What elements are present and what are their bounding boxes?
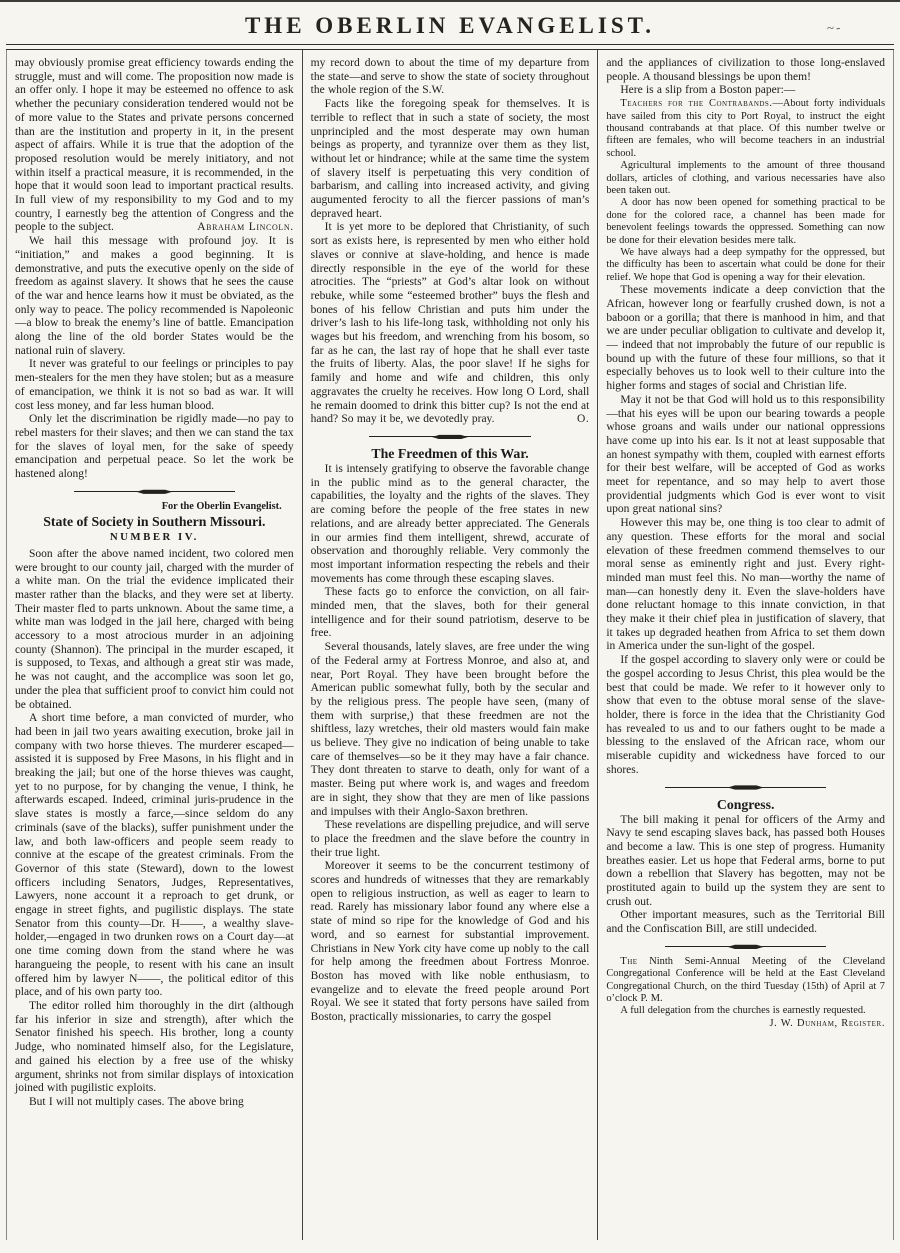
column-right <box>597 50 893 1240</box>
paragraph-editor-rolled: The editor rolled him thoroughly in the dirt (although far his inferior in size and strength), after which the Senator finished his speech. His brother, long a county Judge, who nominated himself also, for the Legislature, and gained his election by a free use of the whisky argument, shrinks not from similar displays of intoxication joined with pugilistic exploits. <box>15 1000 294 1095</box>
paragraph-door-opened: A door has now been opened for something practical to be done for the colored race, a channel has been made for benevolent feelings towards the oppressed. Something can now be done for their elevation besides mere talk. <box>606 197 886 246</box>
paragraph-not-multiply: But I will not multiply cases. The above bring <box>29 1095 244 1108</box>
column-center <box>302 50 598 1240</box>
paragraph-may-it-not: May it not be that God will hold us to this responsibility—that his eyes will be upon our bearing towards a people whose groans and wails under our national oppressions have come up into his ear. Is it not at least supposable that an honest sympathy with them, coupled with earnest efforts for their best welfare, will be accepted of God as works meet for repentance, and so may help to avert those providential judgments which God is ever wont to visit upon great national sins? <box>606 393 886 516</box>
paragraph-soon-after: Soon after the above named incident, two colored men were brought to our county jail, charged with the murder of a white man. On the trial the evidence implicated their master rather than the blacks, and they were set at liberty. Their master fled to parts unknown. About the same time, a white man was lodged in the jail here, charged with being accessory to a most atrocious murder in an adjoining county (Shannon). The principal in the murder escaped, it is supposed, to Texas, and although a great stir was made, he was not caught, and the accomplice was soon let go, under the plea that sufficient proof to convict him could not be obtained. <box>15 547 294 711</box>
article-number: NUMBER IV. <box>109 530 199 543</box>
paragraph-teachers-contrabands <box>606 98 885 160</box>
paragraph-hail-message: We hail this message with profound joy. It is “initiation,” and makes a good beginning. It is demonstrative, and puts the executive openly on the side of freedom as against slavery. It shows that he sees the cause of the war and hence learns how it must be obviated, as the only way to peace. The policy recommended is Napoleonic—a blow to break the enemy’s line of battle. Emancipation along the line of the old border States would be the national ruin of slavery. <box>15 235 294 357</box>
paragraph-short-time: A short time before, a man convicted of murder, who had been in jail two years awaiting execution, broke jail in company with two horse thieves. The murderer escaped—assisted it is supposed by Free Masons, in his flight and in breaking the jail; but one of the horse thieves was caught, yet to no purpose, for by changing the venue, I think, he afterwards escaped. Indeed, criminal juris-prudence in the slave states is mostly a farce,—since seldom do any criminals (save of the blacks), suffer punishment under the law, and both law-officers and people seem ready to connive at the escape of the greatest criminals. From the Governor of this state (Steward), down to the lowest officers including Senators, Judges, Representatives, Lawyers, none account it a reproach to get drunk, or engage in street fights, and pugilistic displays. The state Senator from this county—Dr. H——, a wealthy slave-holder,—engaged in two drunken rows on a Court day—at one time coming down from the stand where he was harangueing the people, to resent with his cane an insult offered him by lawyer N——, the political editor of this place, and of his own party too. <box>15 712 294 999</box>
notice-lead: The <box>620 955 638 967</box>
section-divider <box>369 433 531 441</box>
column-left <box>7 50 302 1240</box>
article-kicker: For the Oberlin Evangelist. <box>161 500 282 512</box>
paragraph-other-measures: Other important measures, such as the Territorial Bill and the Confiscation Bill, are still undecided. <box>606 909 886 936</box>
paragraph-agricultural: Agricultural implements to the amount of three thousand dollars, articles of clothing, and various necessaries have also been taken out. <box>606 160 886 196</box>
paragraph-movements: These movements indicate a deep conviction that the African, however long or fearfully crushed down, is not a baboon or a gorilla; that there is manhood in him, and that we are under peculiar obligation to cultivate and develop it, — indeed that not improbably the future of our republic is bound up with the future of these four millions, so that it especially behoves us to look well to their culture into the higher forms and stages of social and Christian life. <box>606 284 886 393</box>
paragraph-text: A full delegation from the churches is earnestly requested. <box>620 1005 866 1017</box>
paragraph-meeting-notice <box>606 956 885 1006</box>
paragraph-appliances: and the appliances of civilization to those long-enslaved people. A thousand blessings be upon them! <box>606 57 886 83</box>
paragraph-revelations: These revelations are dispelling prejudice, and will serve to place the freedmen and the slave before the country in their true light. <box>310 819 590 859</box>
paragraph-several-thousands: Several thousands, lately slaves, are free under the wing of the Federal army at Fortress Monroe, and also at, and near, Port Royal. They have been brought before the American public somewhat fully, both by the secular and by the religious press. The people have seen, (many of them with surprise,) that these freedmen are not the shiftless, lazy wretches, their old masters would fain make us believe. They give no indication of being unable to take care of themselves—so be it they may have a fair chance. They dont threaten to starve to death, only for want of a master. Being put where work is, and wages and freedom are in sight, they show that they are men of like passions and impulses with their Anglo-Saxon brethren. <box>310 641 590 818</box>
columns <box>6 50 894 1240</box>
paragraph-facts-foregoing: Facts like the foregoing speak for themselves. It is terrible to reflect that in such a state of society, the most unprincipled and the most desperate may own human beings as property, and tyrannize over them as they list, without let or hindrance; while at the same time the system of slavery itself is perpetuating this very condition of barbarism, and calling into increased activity, and giving augumented ferocity to all the fiercer passions of man’s depraved heart. <box>310 98 590 220</box>
article-title-freedmen: The Freedmen of this War. <box>371 445 529 461</box>
paragraph-gospel: If the gospel according to slavery only were or could be the gospel according to Jesus Christ, this plea would be the best that could be made. We refer to it however only to show that even to the obtuse moral sense of the slave-holder, there is force in the idea that the Christianity God has revealed to us and to our fathers ought to be made a blessing to the enslaved of the African race, whom our miserable cupidity and wickedness have forced to our shores. <box>606 654 886 776</box>
paragraph-bill-penal: The bill making it penal for officers of the Army and Navy te send escaping slaves back, has passed both Houses and become a law. This is one step of progress. Humanity breathes easier. Let us hope that Federal arms, borne to put down a rebellion that Slavery has begotten, may not be prostituted again to build up the system they are sent to crush out. <box>606 813 886 908</box>
section-divider <box>665 943 827 951</box>
paragraph-gratifying: It is intensely gratifying to observe the favorable change in the public mind as to the general character, the capabilities, the loyalty and the rights of the slaves. They are coming before the people of the free states in new relations, and are already better appreciated. The Generals in our armies find them intelligent, shrewd, accurate of observation and thoroughly reliable. Very commonly the most important information respecting the rebels and their movements has come through these escaping slaves. <box>310 462 590 585</box>
paragraph-text: —About forty individuals have sailed from this city to Port Royal, to instruct the eight thousand contrabands at that place. Of this number twelve or fifteen are females, who will become teachers in an industrial school. <box>606 98 886 159</box>
paragraph-deep-sympathy: We have always had a deep sympathy for the oppressed, but the difficulty has been to ascertain what could be done for their relief. We hope that God is opening a way for their elevation. <box>606 246 886 283</box>
article-title-congress: Congress. <box>716 796 775 812</box>
paragraph-moreover: Moreover it seems to be the concurrent testimony of scores and hundreds of witnesses that they are remarkably open to religious instruction, as well as eager to learn to read. Rarely has missionary labor found any where else a state of mind so ripe for the knowledge of God and his word, and so earnest for substantial improvement. Christians in New York city have come up nobly to the call for help among the freedmen about Fortress Monroe. Boston has moved with like noble enthusiasm, to evangelize and to elevate the freed people around Port Royal. We see it stated that forty persons have sailed from Boston, practically missionaries, to carry the gospel <box>310 860 590 1024</box>
paragraph-never-grateful: It never was grateful to our feelings or principles to pay men-stealers for the men they have stolen; but as a measure of emancipation, we think it is not so bad as war. It will cost less money, and far less human blood. <box>15 358 294 412</box>
paragraph-lincoln-message <box>15 57 294 235</box>
paragraph-text: It is yet more to be deplored that Christianity, of such sort as exists here, is represented by men who either hold slaves or connive at slave-holding, and hence is made directly responsible in the eye of the world for these atrocities. The “priests” at God’s altar look on without rebuke, while some “esteemed brother” buys the flesh and bones of his fellow Christian and puts him under the driver’s lash to his life-long task, withholding not only his wages but his freedom, and wrenching from his bosom, so far as he can, the last ray of hope that he shall ever taste the fruits of liberty. Alas, the poor slave! If he sighs for family and home and wife and children, this only aggravates the cruelty he receives. How long O Lord, shall he remain doomed to drink this bitter cup? Is not the end at hand? So may it be, we devotedly pray. <box>310 221 590 426</box>
paragraph-deplored <box>311 221 590 427</box>
signature-lincoln: Abraham Lincoln. <box>197 221 294 234</box>
paragraph-full-delegation <box>606 1005 886 1029</box>
article-title-missouri: State of Society in Southern Missouri. <box>43 513 266 529</box>
page-number-smudge: ~- <box>826 19 843 36</box>
section-divider <box>665 784 827 792</box>
paragraph-text: may obviously promise great efficiency towards ending the struggle, must and will come. The proposition now made is an offer only. I hope it may be esteemed no offence to ask whether the pecuniary consideration tendered would not be of more value to the States and private persons concerned than are the institution and property in it, in the present aspect of affairs. While it is true that the adoption of the proposed resolution would be merely initiatory, and not within itself a practical measure, it is recommended, in the hope that it would soon lead to important practical results. In full view of my responsibility to my God and to my country, I earnestly beg the attention of Congress and the people to the subject. <box>15 57 294 234</box>
paragraph-slip-intro: Here is a slip from a Boston paper:— <box>620 84 796 97</box>
masthead <box>6 4 894 44</box>
slip-lead: Teachers for the Contrabands. <box>620 98 773 110</box>
section-divider <box>74 488 236 496</box>
paragraph-these-facts: These facts go to enforce the conviction, on all fair-minded men, that the slaves, both for their general intelligence and for their sound patriotism, deserve to be free. <box>310 586 590 640</box>
paragraph-however: However this may be, one thing is too clear to admit of any question. These efforts for the moral and social elevation of these freedmen commend themselves to our moral sense as eminently right and just. Every right-minded man must feel this. No man—worthy the name of man—can honestly deny it. Even the slave-holders have done reluctant homage to this innate conviction, in that they make it their chief plea in justification of slavery, that it takes up degraded heathen from Africa to set them down in America under the sun-light of the gospel. <box>606 517 886 653</box>
paragraph-record-down: my record down to about the time of my departure from the state—and serve to show the state of society throughout the whole region of the S.W. <box>310 57 590 97</box>
paragraph-text: Ninth Semi-Annual Meeting of the Cleveland Congregational Conference will be held at the East Cleveland Congregational Church, on the third Tuesday (15th) of April at 7 o’clock P. M. <box>606 955 886 1005</box>
paragraph-only-discrimination: Only let the discrimination be rigidly made—no pay to rebel masters for their slaves; and then we can stand the tax for the slaves of loyal men, for the sake of speedy emancipation and perpetual peace. So let the work be hastened along! <box>15 413 294 481</box>
masthead-title: THE OBERLIN EVANGELIST. <box>244 13 656 38</box>
signature-o: O. <box>576 413 590 426</box>
signature-dunham: J. W. Dunham, Register. <box>769 1017 886 1029</box>
